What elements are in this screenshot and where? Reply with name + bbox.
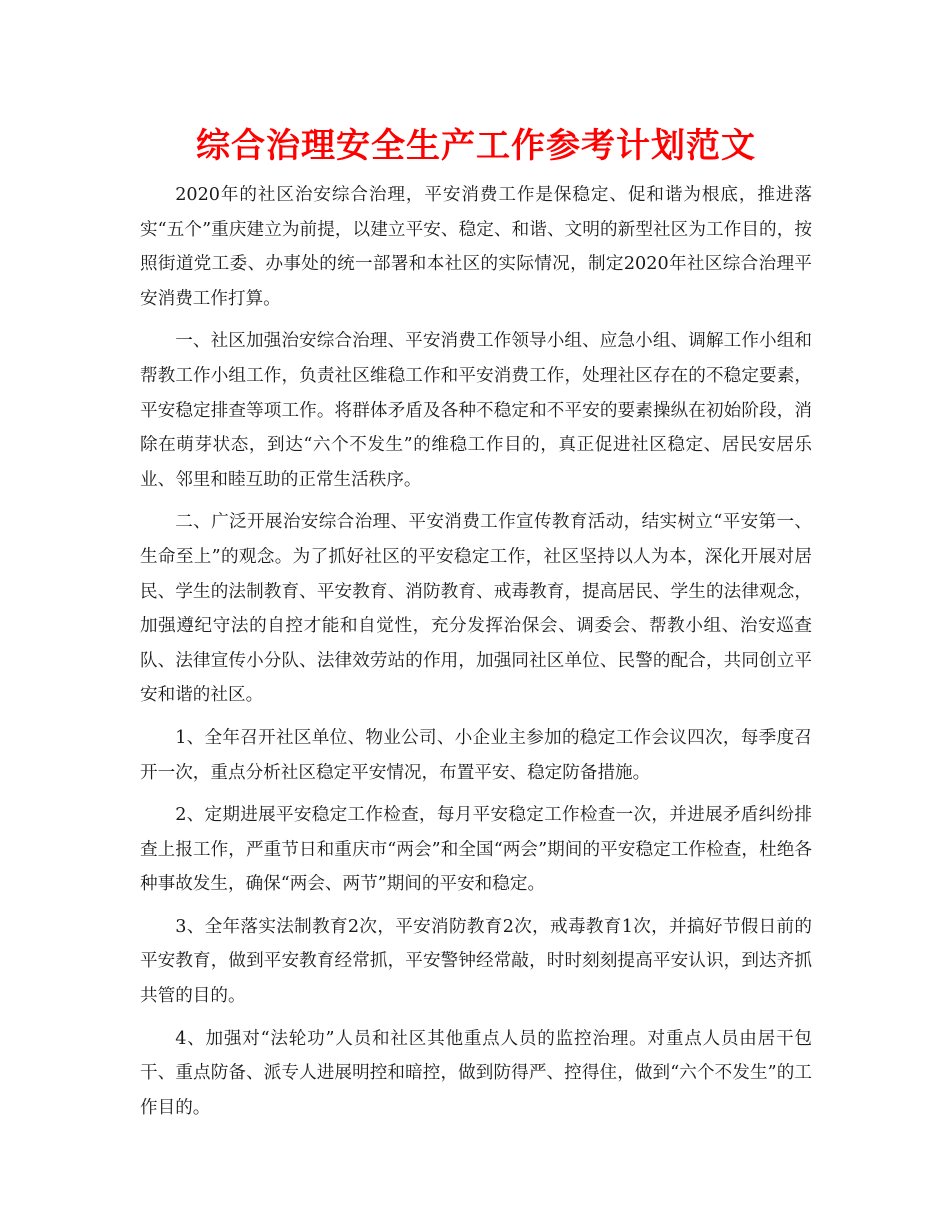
paragraph-intro: 2020年的社区治安综合治理，平安消费工作是保稳定、促和谐为根底，推进落实“五个”重庆建立为前提，以建立平安、稳定、和谐、文明的新型社区为工作目的，按照街道党工委、办事处的统一部署和本社区的实际情况，制定2020年社区综合治理平安消费工作打算。 — [140, 185, 812, 309]
paragraph-item-2: 2、定期进展平安稳定工作检查，每月平安稳定工作检查一次，并进展矛盾纠纷排查上报工作，严重节日和重庆市“两会”和全国“两会”期间的平安稳定工作检查，杜绝各种事故发生，确保“两会、两节”期间的平安和稳定。 — [140, 805, 812, 895]
paragraph-item-4: 4、加强对“法轮功”人员和社区其他重点人员的监控治理。对重点人员由居干包干、重点防备、派专人进展明控和暗控，做到防得严、控得住，做到“六个不发生”的工作目的。 — [140, 1028, 812, 1118]
paragraph-item-3: 3、全年落实法制教育2次，平安消防教育2次，戒毒教育1次，并搞好节假日前的平安教育，做到平安教育经常抓，平安警钟经常敲，时时刻刻提高平安认识，到达齐抓共管的目的。 — [140, 916, 812, 1007]
paragraph-section-2: 二、广泛开展治安综合治理、平安消费工作宣传教育活动，结实树立“平安第一、生命至上”的观念。为了抓好社区的平安稳定工作，社区坚持以人为本，深化开展对居民、学生的法制教育、平安教育、消防教育、戒毒教育，提高居民、学生的法律观念，加强遵纪守法的自控才能和自觉性，充分发挥治保会、调委会、帮教小组、治安巡查队、法律宣传小分队、法律效劳站的作用，加强同社区单位、民警的配合，共同创立平安和谐的社区。 — [140, 512, 812, 706]
document-page — [140, 118, 812, 1125]
paragraph-item-1: 1、全年召开社区单位、物业公司、小企业主参加的稳定工作会议四次，每季度召开一次，重点分析社区稳定平安情况，布置平安、稳定防备措施。 — [140, 727, 812, 783]
paragraph-section-1: 一、社区加强治安综合治理、平安消费工作领导小组、应急小组、调解工作小组和帮教工作小组工作，负责社区维稳工作和平安消费工作，处理社区存在的不稳定要素，平安稳定排查等项工作。将群体矛盾及各种不稳定和不平安的要素操纵在初始阶段，消除在萌芽状态，到达“六个不发生”的维稳工作目的，真正促进社区稳定、居民安居乐业、邻里和睦互助的正常生活秩序。 — [140, 331, 812, 490]
document-title: 综合治理安全生产工作参考计划范文 — [196, 126, 756, 166]
